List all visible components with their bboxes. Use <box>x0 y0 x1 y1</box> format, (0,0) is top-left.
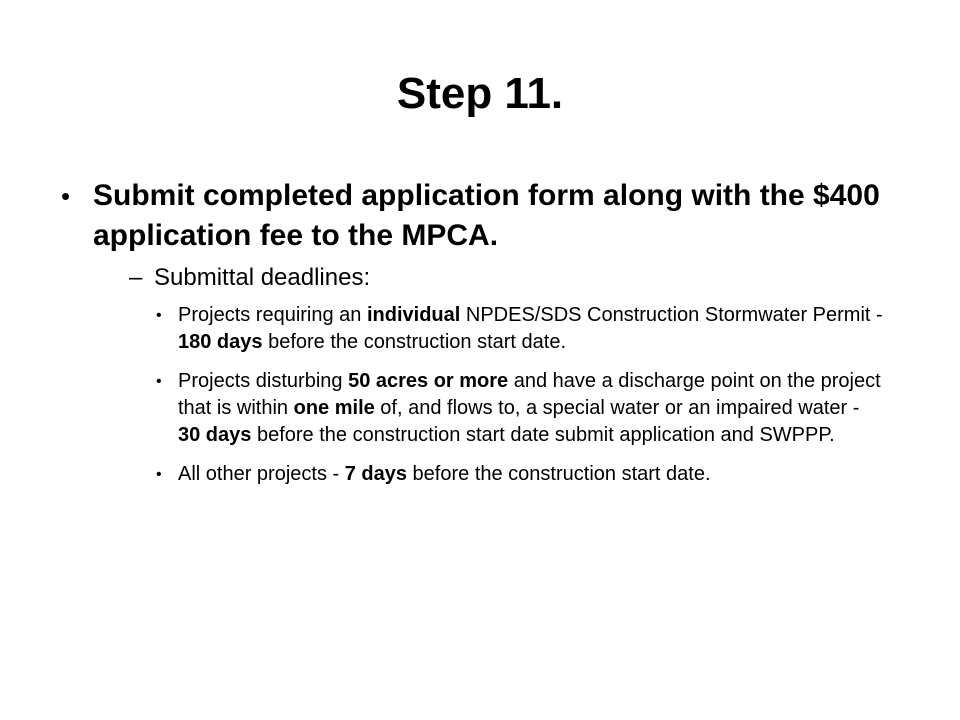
text-segment: Projects requiring an <box>178 304 367 326</box>
emphasis-segment: individual <box>366 304 461 326</box>
slide-body <box>60 176 920 488</box>
dash-icon: – <box>129 264 143 291</box>
deadline-item-text <box>178 463 711 485</box>
emphasis-segment: one mile <box>293 397 375 419</box>
sub-bullet-text: Submittal deadlines: <box>154 264 371 291</box>
emphasis-segment: 180 days <box>178 331 263 353</box>
deadline-item-text <box>178 304 883 353</box>
deadline-item-text <box>178 370 881 446</box>
text-segment: NPDES/SDS Construction Stormwater Permit - <box>460 304 883 326</box>
text-segment: All other projects - <box>178 463 345 485</box>
slide-title: Step 11. <box>396 69 564 118</box>
text-segment: and have a discharge point on the project that is within <box>178 370 881 419</box>
emphasis-segment: 30 days <box>178 424 252 446</box>
bullet-dot-icon: • <box>61 181 71 211</box>
text-segment: before the construction start date submit application and SWPPP. <box>251 424 835 446</box>
text-segment: before the construction start date. <box>407 463 711 485</box>
bullet-dot-icon: • <box>156 373 162 390</box>
deadline-item-3 <box>156 461 884 488</box>
main-bullet <box>60 176 893 256</box>
emphasis-segment: 50 acres or more <box>348 370 509 392</box>
deadline-item-2 <box>156 368 884 449</box>
bullet-dot-icon: • <box>156 307 162 324</box>
bullet-dot-icon: • <box>156 466 162 483</box>
deadline-item-1 <box>156 302 884 356</box>
emphasis-segment: 7 days <box>344 463 407 485</box>
sub-bullet <box>129 262 914 294</box>
text-segment: Projects disturbing <box>178 370 349 392</box>
text-segment: of, and flows to, a special water or an impaired water - <box>374 397 860 419</box>
main-bullet-text: Submit completed application form along with the $400 application fee to the MPCA. <box>93 179 880 252</box>
text-segment: before the construction start date. <box>262 331 567 353</box>
